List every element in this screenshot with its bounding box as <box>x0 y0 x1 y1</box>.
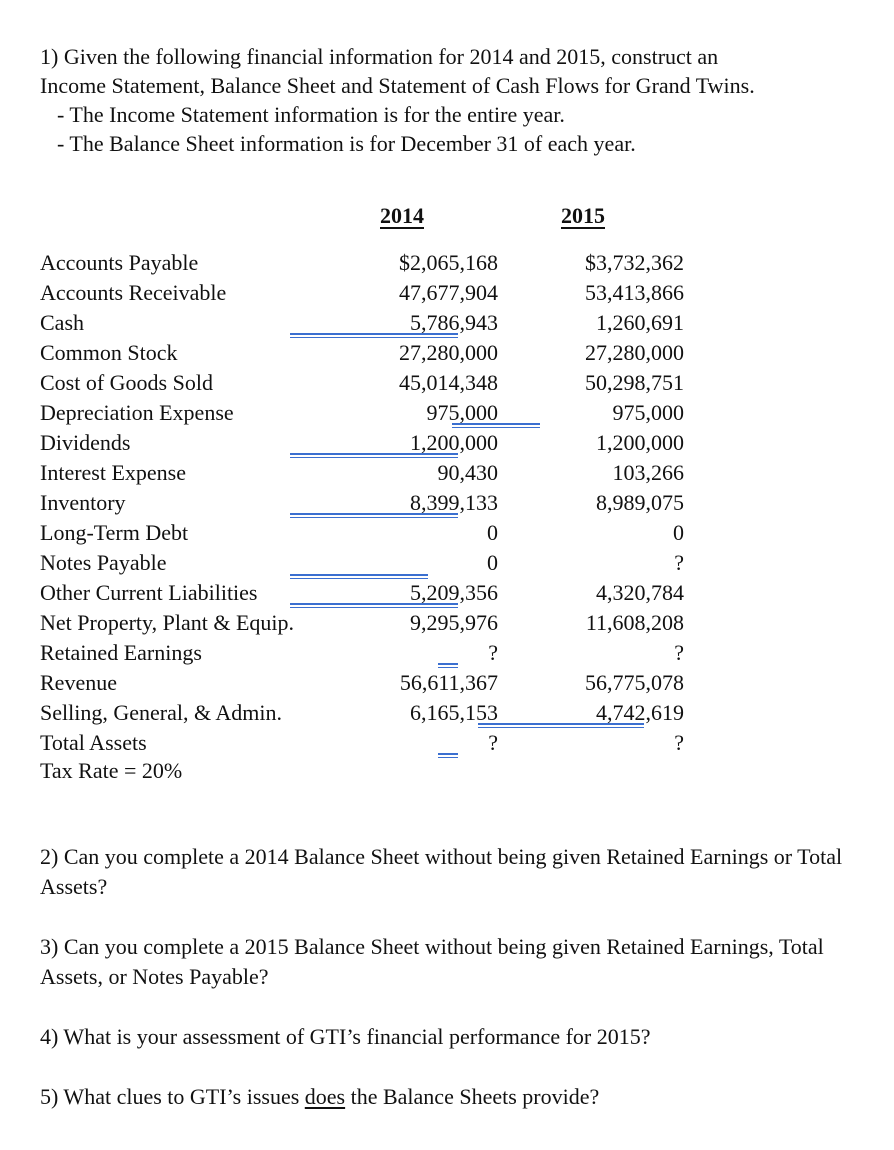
row-label: Inventory <box>40 490 126 515</box>
row-label: Long-Term Debt <box>40 520 189 545</box>
intro-bullet-1: - The Income Statement information is for the entire year. <box>57 102 565 127</box>
value-2014: ? <box>488 640 498 665</box>
row-label: Dividends <box>40 430 131 455</box>
annotation-underline <box>478 723 644 725</box>
value-2015: 50,298,751 <box>585 370 684 395</box>
value-2015: 11,608,208 <box>585 610 684 635</box>
value-2015: 1,260,691 <box>596 310 684 335</box>
value-2015: 27,280,000 <box>585 340 684 365</box>
row-label: Accounts Payable <box>40 250 199 275</box>
table-row <box>40 430 820 460</box>
table-row <box>40 730 820 760</box>
question-5-underlined-word: does <box>304 1084 346 1109</box>
annotation-underline <box>438 663 458 665</box>
table-row <box>40 700 820 730</box>
value-2014: 47,677,904 <box>399 280 498 305</box>
table-row <box>40 400 820 430</box>
value-2015: $3,732,362 <box>585 250 684 275</box>
value-2014: 5,209,356 <box>410 580 498 605</box>
value-2015: 53,413,866 <box>585 280 684 305</box>
problem-statement <box>40 42 870 158</box>
table-row <box>40 370 820 400</box>
table-row <box>40 670 820 700</box>
value-2014: ? <box>488 730 498 755</box>
value-2014: 1,200,000 <box>410 430 498 455</box>
intro-line-2: Income Statement, Balance Sheet and Statement of Cash Flows for Grand Twins. <box>40 73 755 98</box>
value-2015: 975,000 <box>612 400 684 425</box>
annotation-underline <box>290 513 458 515</box>
value-2014: 0 <box>487 520 498 545</box>
question-4: 4) What is your assessment of GTI’s financial performance for 2015? <box>40 1024 651 1049</box>
question-5-start: 5) What clues to GTI’s issues <box>40 1084 305 1109</box>
value-2014: 56,611,367 <box>399 670 498 695</box>
annotation-underline <box>452 423 540 425</box>
value-2015: 4,320,784 <box>596 580 684 605</box>
question-2: 2) Can you complete a 2014 Balance Sheet without being given Retained Earnings or Total Assets? <box>40 844 843 899</box>
value-2015: 1,200,000 <box>596 430 684 455</box>
column-header-2014: 2014 <box>380 203 424 228</box>
value-2014: 45,014,348 <box>399 370 498 395</box>
table-row <box>40 280 820 310</box>
row-label: Common Stock <box>40 340 178 365</box>
tax-rate: Tax Rate = 20% <box>40 758 183 783</box>
value-2014: 8,399,133 <box>410 490 498 515</box>
question-3: 3) Can you complete a 2015 Balance Sheet without being given Retained Earnings, Total Assets, or Notes Payable? <box>40 934 824 989</box>
value-2015: ? <box>674 730 684 755</box>
value-2014: 9,295,976 <box>410 610 498 635</box>
table-row <box>40 490 820 520</box>
table-row <box>40 250 820 280</box>
value-2015: 4,742,619 <box>596 700 684 725</box>
row-label: Depreciation Expense <box>40 400 234 425</box>
annotation-underline <box>290 574 428 576</box>
annotation-underline <box>290 603 458 605</box>
row-label: Net Property, Plant & Equip. <box>40 610 294 635</box>
row-label: Cost of Goods Sold <box>40 370 213 395</box>
value-2015: 56,775,078 <box>585 670 684 695</box>
row-label: Other Current Liabilities <box>40 580 258 605</box>
value-2014: 5,786,943 <box>410 310 498 335</box>
row-label: Accounts Receivable <box>40 280 227 305</box>
value-2015: 103,266 <box>612 460 684 485</box>
table-row <box>40 310 820 340</box>
question-5-end: the Balance Sheets provide? <box>345 1084 600 1109</box>
value-2015: 0 <box>673 520 684 545</box>
annotation-underline <box>290 453 458 455</box>
row-label: Cash <box>40 310 84 335</box>
row-label: Revenue <box>40 670 117 695</box>
annotation-underline <box>290 333 458 335</box>
row-label: Total Assets <box>40 730 147 755</box>
value-2015: 8,989,075 <box>596 490 684 515</box>
table-row <box>40 610 820 640</box>
intro-bullet-2: - The Balance Sheet information is for December 31 of each year. <box>57 131 636 156</box>
value-2014: 975,000 <box>426 400 498 425</box>
table-row <box>40 550 820 580</box>
table-row <box>40 520 820 550</box>
row-label: Interest Expense <box>40 460 186 485</box>
row-label: Retained Earnings <box>40 640 202 665</box>
value-2014: 0 <box>487 550 498 575</box>
table-row <box>40 460 820 490</box>
row-label: Selling, General, & Admin. <box>40 700 282 725</box>
question-5 <box>40 1082 860 1112</box>
value-2014: $2,065,168 <box>399 250 498 275</box>
value-2015: ? <box>674 640 684 665</box>
value-2014: 6,165,153 <box>410 700 498 725</box>
table-row <box>40 580 820 610</box>
row-label: Notes Payable <box>40 550 167 575</box>
annotation-underline <box>438 753 458 755</box>
intro-line-1: 1) Given the following financial information for 2014 and 2015, construct an <box>40 44 719 69</box>
column-header-2015: 2015 <box>561 203 605 228</box>
value-2014: 90,430 <box>437 460 498 485</box>
table-row <box>40 340 820 370</box>
table-row <box>40 640 820 670</box>
value-2015: ? <box>674 550 684 575</box>
value-2014: 27,280,000 <box>399 340 498 365</box>
